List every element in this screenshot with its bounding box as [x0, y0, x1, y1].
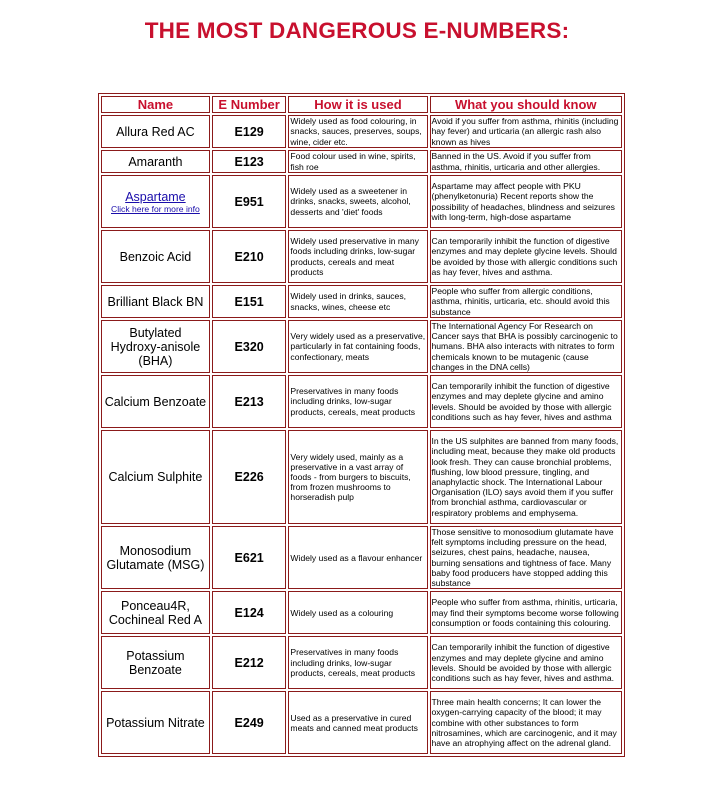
- table-row: [101, 691, 622, 754]
- cell-name: Monosodium Glutamate (MSG): [101, 526, 210, 589]
- cell-e-number: E212: [212, 636, 287, 689]
- cell-what-to-know: Three main health concerns; It can lower the oxygen-carrying capacity of the blood; it may combine with other substances to form nitrosamines, which are carcinogenic, and it may have an atrophying affect on the adrenal gland.: [430, 691, 623, 754]
- table-row: [101, 285, 622, 318]
- cell-name: Calcium Benzoate: [101, 375, 210, 428]
- cell-name: Amaranth: [101, 150, 210, 173]
- cell-what-to-know: The International Agency For Research on Cancer says that BHA is possibly carcinogenic to humans. BHA also interacts with nitrates to form chemicals known to be mutagenic (cause changes in the DNA cells): [430, 320, 623, 373]
- cell-what-to-know: People who suffer from asthma, rhinitis, urticaria, may find their symptoms become worse following consumption or foods containing this colouring.: [430, 591, 623, 634]
- cell-how-used: Widely used preservative in many foods including drinks, low-sugar products, cereals and meat products: [288, 230, 427, 283]
- cell-name: Allura Red AC: [101, 115, 210, 148]
- cell-name: Brilliant Black BN: [101, 285, 210, 318]
- table-row: [101, 526, 622, 589]
- e-numbers-table: [98, 93, 625, 757]
- cell-name: Ponceau4R, Cochineal Red A: [101, 591, 210, 634]
- cell-what-to-know: Aspartame may affect people with PKU (phenylketonuria) Recent reports show the possibility of headaches, blindness and seizures with long-term, high-dose aspartame: [430, 175, 623, 228]
- cell-e-number: E320: [212, 320, 287, 373]
- more-info-link[interactable]: Click here for more info: [111, 203, 200, 214]
- cell-e-number: E621: [212, 526, 287, 589]
- column-header-e-number: E Number: [212, 96, 287, 113]
- aspartame-link[interactable]: Aspartame: [125, 189, 186, 204]
- cell-how-used: Very widely used, mainly as a preservative in a vast array of foods - from burgers to biscuits, from frozen mushrooms to horseradish pulp: [288, 430, 427, 524]
- cell-e-number: E249: [212, 691, 287, 754]
- table-row: [101, 430, 622, 524]
- cell-how-used: Widely used as a colouring: [288, 591, 427, 634]
- cell-what-to-know: Those sensitive to monosodium glutamate have felt symptoms including pressure on the head, seizures, chest pains, headache, nausea, burning sensations and tightness of face. Many baby food producers have stopped adding this substance: [430, 526, 623, 589]
- cell-what-to-know: Banned in the US. Avoid if you suffer from asthma, rhinitis, urticaria and other allergies.: [430, 150, 623, 173]
- cell-name: Potassium Nitrate: [101, 691, 210, 754]
- cell-how-used: Preservatives in many foods including drinks, low-sugar products, cereals, meat products: [288, 636, 427, 689]
- table-row: [101, 636, 622, 689]
- cell-e-number: E226: [212, 430, 287, 524]
- column-header-what-to-know: What you should know: [430, 96, 623, 113]
- page-title: THE MOST DANGEROUS E-NUMBERS:: [144, 18, 570, 43]
- cell-how-used: Used as a preservative in cured meats and canned meat products: [288, 691, 427, 754]
- table-row: [101, 375, 622, 428]
- cell-what-to-know: Can temporarily inhibit the function of digestive enzymes and may deplete glycine and amino levels. Should be avoided by those with allergic conditions such as hay fever, hives and asthma: [430, 375, 623, 428]
- cell-name: [101, 175, 210, 228]
- cell-how-used: Food colour used in wine, spirits, fish roe: [288, 150, 427, 173]
- cell-e-number: E123: [212, 150, 287, 173]
- cell-what-to-know: Can temporarily inhibit the function of digestive enzymes and may deplete glycine and amino levels. Should be avoided by those with allergic conditions such as hay fever, hives and asthma.: [430, 636, 623, 689]
- column-header-name: Name: [101, 96, 210, 113]
- cell-e-number: E210: [212, 230, 287, 283]
- cell-how-used: Widely used as a flavour enhancer: [288, 526, 427, 589]
- cell-name: Calcium Sulphite: [101, 430, 210, 524]
- cell-e-number: E151: [212, 285, 287, 318]
- cell-what-to-know: Can temporarily inhibit the function of digestive enzymes and may deplete glycine levels. Should be avoided by those with allergic conditions such as hay fever, hives and asthma.: [430, 230, 623, 283]
- table-header-row: [101, 96, 622, 113]
- cell-what-to-know: Avoid if you suffer from asthma, rhinitis (including hay fever) and urticaria (an allergic rash also known as hives: [430, 115, 623, 148]
- cell-name: Benzoic Acid: [101, 230, 210, 283]
- cell-what-to-know: People who suffer from allergic conditions, asthma, rhinitis, urticaria, etc. should avoid this substance: [430, 285, 623, 318]
- cell-how-used: Widely used as a sweetener in drinks, snacks, sweets, alcohol, desserts and 'diet' foods: [288, 175, 427, 228]
- cell-how-used: Widely used in drinks, sauces, snacks, wines, cheese etc: [288, 285, 427, 318]
- table-row: [101, 320, 622, 373]
- cell-e-number: E129: [212, 115, 287, 148]
- cell-how-used: Very widely used as a preservative, particularly in fat containing foods, confectionary, meats: [288, 320, 427, 373]
- cell-name: Potassium Benzoate: [101, 636, 210, 689]
- table-row: [101, 175, 622, 228]
- table-row: [101, 150, 622, 173]
- cell-how-used: Widely used as food colouring, in snacks, sauces, preserves, soups, wine, cider etc.: [288, 115, 427, 148]
- cell-name: Butylated Hydroxy-anisole (BHA): [101, 320, 210, 373]
- cell-what-to-know: In the US sulphites are banned from many foods, including meat, because they make old products look fresh. They can cause bronchial problems, flushing, low blood pressure, tingling, and anaphylactic shock. The International Labour Organisation (ILO) says avoid them if you suffer from bronchial asthma, cardiovascular or respiratory problems and emphysema.: [430, 430, 623, 524]
- table-row: [101, 591, 622, 634]
- cell-e-number: E213: [212, 375, 287, 428]
- cell-how-used: Preservatives in many foods including drinks, low-sugar products, cereals, meat products: [288, 375, 427, 428]
- cell-e-number: E124: [212, 591, 287, 634]
- table-row: [101, 115, 622, 148]
- table-row: [101, 230, 622, 283]
- column-header-how-used: How it is used: [288, 96, 427, 113]
- cell-e-number: E951: [212, 175, 287, 228]
